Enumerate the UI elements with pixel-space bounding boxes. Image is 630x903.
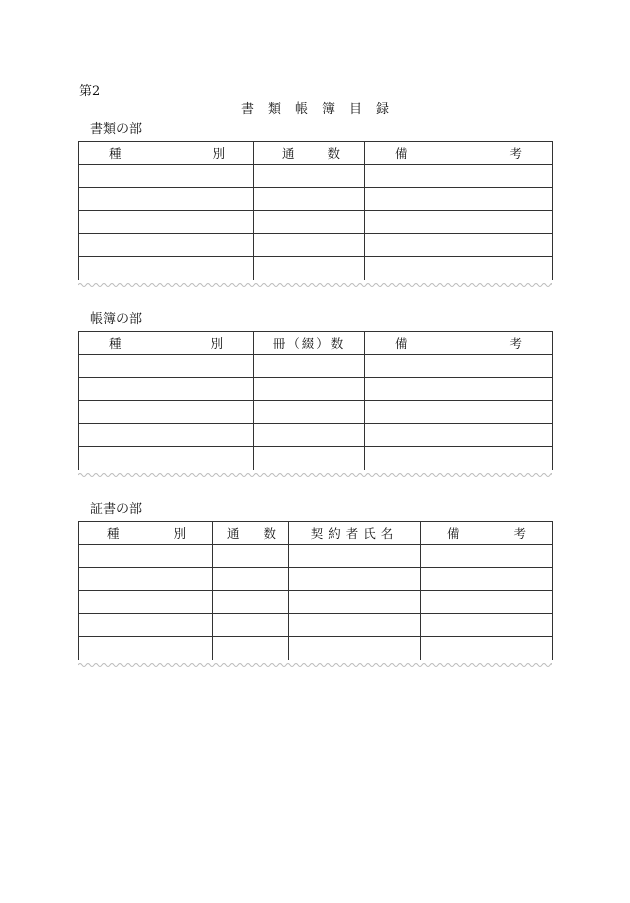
table-row [79,401,553,424]
header-type-left: 種 [109,146,122,161]
header-contractor-name [289,522,421,545]
table-row [79,614,553,637]
cell-type[interactable] [79,424,254,447]
cell-notes[interactable] [421,568,553,591]
cell-count[interactable] [254,257,365,280]
cell-type[interactable] [79,591,213,614]
cell-count[interactable] [213,568,289,591]
header-notes [365,142,553,165]
table-row [79,165,553,188]
cell-contractor[interactable] [289,637,421,660]
ledgers-table [78,331,553,470]
cell-type[interactable] [79,211,254,234]
header-notes-left: 備 [447,526,460,541]
cell-type[interactable] [79,447,254,470]
cell-count[interactable] [213,545,289,568]
header-notes [421,522,553,545]
cell-count[interactable] [254,211,365,234]
header-type-left: 種 [109,336,122,351]
cell-notes[interactable] [365,355,553,378]
cell-type[interactable] [79,545,213,568]
cell-type[interactable] [79,257,254,280]
table-row [79,545,553,568]
table-header-row [79,332,553,355]
cell-type[interactable] [79,188,254,211]
table-continuation-wave [78,472,552,478]
cell-count[interactable] [254,355,365,378]
cell-notes[interactable] [365,447,553,470]
cell-notes[interactable] [365,378,553,401]
cell-count[interactable] [254,234,365,257]
cell-count[interactable] [213,614,289,637]
cell-notes[interactable] [365,234,553,257]
cell-contractor[interactable] [289,568,421,591]
table-header-row [79,142,553,165]
cell-notes[interactable] [365,424,553,447]
header-type-right: 別 [212,146,225,161]
cell-notes[interactable] [421,591,553,614]
table-row [79,568,553,591]
header-type-left: 種 [107,526,120,541]
header-notes-right: 考 [509,336,522,351]
cell-type[interactable] [79,234,254,257]
cell-notes[interactable] [421,545,553,568]
cell-type[interactable] [79,637,213,660]
certificates-table [78,521,553,660]
cell-notes[interactable] [365,401,553,424]
cell-notes[interactable] [365,188,553,211]
cell-count[interactable] [213,637,289,660]
table-continuation-wave [78,662,552,668]
cell-type[interactable] [79,165,254,188]
header-type [79,522,213,545]
header-count-left: 通 [282,146,295,161]
header-count-left: 通 [227,526,240,541]
cell-contractor[interactable] [289,614,421,637]
cell-notes[interactable] [421,637,553,660]
table-row [79,188,553,211]
table-continuation-wave [78,282,552,288]
cell-notes[interactable] [421,614,553,637]
section-title-documents: 書類の部 [90,122,143,137]
table-row [79,447,553,470]
header-count-right: 数 [263,526,276,541]
table-row [79,257,553,280]
cell-count[interactable] [254,188,365,211]
header-notes-left: 備 [395,146,408,161]
header-type [79,332,254,355]
header-type-right: 別 [173,526,186,541]
table-row [79,637,553,660]
cell-notes[interactable] [365,165,553,188]
documents-table [78,141,553,280]
cell-type[interactable] [79,378,254,401]
cell-type[interactable] [79,568,213,591]
header-count-right: 数 [327,146,340,161]
table-row [79,424,553,447]
header-type-right: 別 [210,336,223,351]
header-type [79,142,254,165]
header-count [254,142,365,165]
document-title: 書類帳簿目録 [240,102,403,117]
cell-contractor[interactable] [289,591,421,614]
section-title-ledgers: 帳簿の部 [90,312,143,327]
cell-count[interactable] [254,424,365,447]
cell-type[interactable] [79,614,213,637]
cell-contractor[interactable] [289,545,421,568]
table-row [79,591,553,614]
table-header-row [79,522,553,545]
cell-count[interactable] [213,591,289,614]
cell-type[interactable] [79,355,254,378]
cell-notes[interactable] [365,257,553,280]
header-count [213,522,289,545]
table-row [79,378,553,401]
cell-notes[interactable] [365,211,553,234]
cell-count[interactable] [254,401,365,424]
cell-count[interactable] [254,447,365,470]
cell-type[interactable] [79,401,254,424]
document-label: 第2 [79,84,101,99]
cell-count[interactable] [254,165,365,188]
table-row [79,234,553,257]
header-volume-count [254,332,365,355]
table-row [79,355,553,378]
header-contractor-name-text: 契約者氏名 [310,526,399,541]
header-notes-right: 考 [509,146,522,161]
header-volume-count-text: 冊（綴）数 [272,336,346,351]
header-notes-left: 備 [395,336,408,351]
header-notes-right: 考 [513,526,526,541]
header-notes [365,332,553,355]
section-title-certificates: 証書の部 [90,502,143,517]
cell-count[interactable] [254,378,365,401]
table-row [79,211,553,234]
